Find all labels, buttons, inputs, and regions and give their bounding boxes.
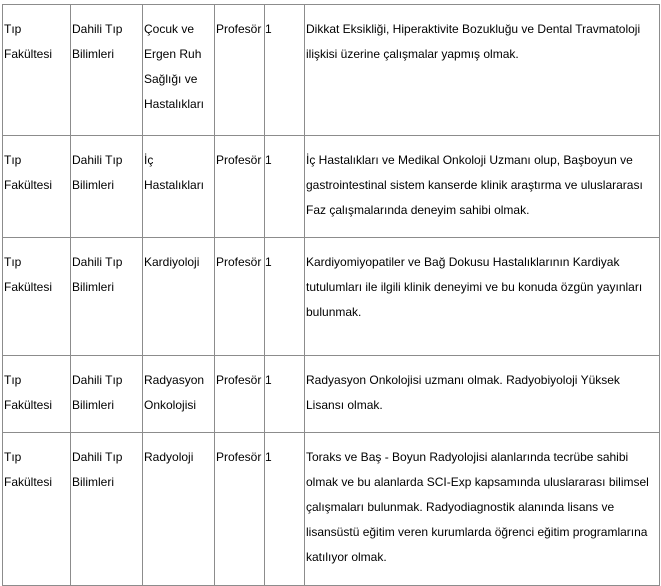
faculty-cell: Tıp Fakültesi xyxy=(3,356,71,433)
department-cell: Dahili Tıp Bilimleri xyxy=(71,356,143,433)
title-cell: Profesör xyxy=(215,433,265,586)
faculty-cell: Tıp Fakültesi xyxy=(3,5,71,136)
division-cell: Radyoloji xyxy=(143,433,215,586)
title-cell: Profesör xyxy=(215,136,265,238)
table-row xyxy=(3,136,660,238)
title-cell: Profesör xyxy=(215,356,265,433)
division-cell: Çocuk ve Ergen Ruh Sağlığı ve Hastalıkları xyxy=(143,5,215,136)
table-row xyxy=(3,356,660,433)
positions-table xyxy=(2,4,660,586)
table-row xyxy=(3,5,660,136)
division-cell: İç Hastalıkları xyxy=(143,136,215,238)
criteria-cell: İç Hastalıkları ve Medikal Onkoloji Uzmanı olup, Başboyun ve gastrointestinal sistem kanserde klinik araştırma ve uluslararası Faz çalışmalarında deneyim sahibi olmak. xyxy=(305,136,660,238)
count-cell: 1 xyxy=(265,5,305,136)
department-cell: Dahili Tıp Bilimleri xyxy=(71,238,143,356)
criteria-cell: Dikkat Eksikliği, Hiperaktivite Bozukluğu ve Dental Travmatoloji ilişkisi üzerine çalışmalar yapmış olmak. xyxy=(305,5,660,136)
faculty-cell: Tıp Fakültesi xyxy=(3,238,71,356)
table-row xyxy=(3,433,660,586)
faculty-cell: Tıp Fakültesi xyxy=(3,433,71,586)
department-cell: Dahili Tıp Bilimleri xyxy=(71,433,143,586)
criteria-cell: Kardiyomiyopatiler ve Bağ Dokusu Hastalıklarının Kardiyak tutulumları ile ilgili klinik deneyimi ve bu konuda özgün yayınları bulunmak. xyxy=(305,238,660,356)
title-cell: Profesör xyxy=(215,5,265,136)
criteria-cell: Radyasyon Onkolojisi uzmanı olmak. Radyobiyoloji Yüksek Lisansı olmak. xyxy=(305,356,660,433)
table-row xyxy=(3,238,660,356)
department-cell: Dahili Tıp Bilimleri xyxy=(71,5,143,136)
count-cell: 1 xyxy=(265,356,305,433)
faculty-cell: Tıp Fakültesi xyxy=(3,136,71,238)
title-cell: Profesör xyxy=(215,238,265,356)
division-cell: Kardiyoloji xyxy=(143,238,215,356)
division-cell: Radyasyon Onkolojisi xyxy=(143,356,215,433)
criteria-cell: Toraks ve Baş - Boyun Radyolojisi alanlarında tecrübe sahibi olmak ve bu alanlarda SCI-Exp kapsamında uluslararası bilimsel çalışmaları bulunmak. Radyodiagnostik alanında lisans ve lisansüstü eğitim veren kurumlarda öğrenci eğitim programlarına katılıyor olmak. xyxy=(305,433,660,586)
count-cell: 1 xyxy=(265,238,305,356)
count-cell: 1 xyxy=(265,433,305,586)
department-cell: Dahili Tıp Bilimleri xyxy=(71,136,143,238)
count-cell: 1 xyxy=(265,136,305,238)
